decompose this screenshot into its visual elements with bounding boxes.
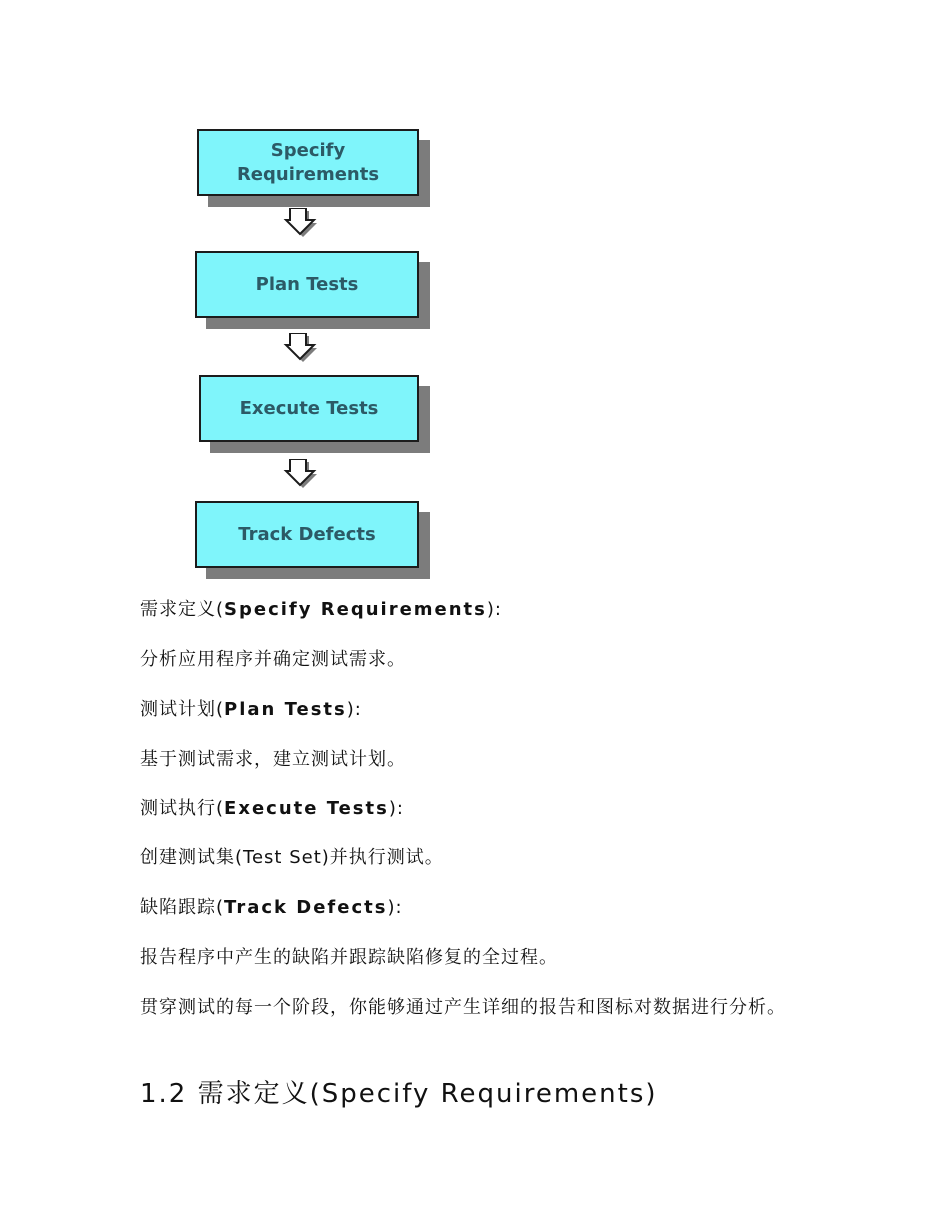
flow-step-track-defects: Track Defects <box>195 501 419 568</box>
down-arrow-icon <box>282 333 326 363</box>
down-arrow-icon <box>282 459 326 489</box>
section-description-plan-tests: 基于测试需求，建立测试计划。 <box>140 749 406 770</box>
section-title-track-defects: 缺陷跟踪(Track Defects): <box>140 897 403 918</box>
summary-paragraph: 贯穿测试的每一个阶段，你能够通过产生详细的报告和图标对数据进行分析。 <box>140 997 786 1018</box>
flow-step-execute-tests: Execute Tests <box>199 375 419 442</box>
down-arrow-icon <box>282 208 326 238</box>
section-title-execute-tests: 测试执行(Execute Tests): <box>140 798 404 819</box>
section-title-plan-tests: 测试计划(Plan Tests): <box>140 699 362 720</box>
flow-step-specify-requirements: Specify Requirements <box>197 129 419 196</box>
section-description-specify-requirements: 分析应用程序并确定测试需求。 <box>140 649 406 670</box>
flow-step-plan-tests: Plan Tests <box>195 251 419 318</box>
section-description-execute-tests: 创建测试集(Test Set)并执行测试。 <box>140 847 444 868</box>
section-description-track-defects: 报告程序中产生的缺陷并跟踪缺陷修复的全过程。 <box>140 947 558 968</box>
section-heading: 1.2 需求定义(Specify Requirements) <box>140 1079 658 1109</box>
section-title-specify-requirements: 需求定义(Specify Requirements): <box>140 599 502 620</box>
